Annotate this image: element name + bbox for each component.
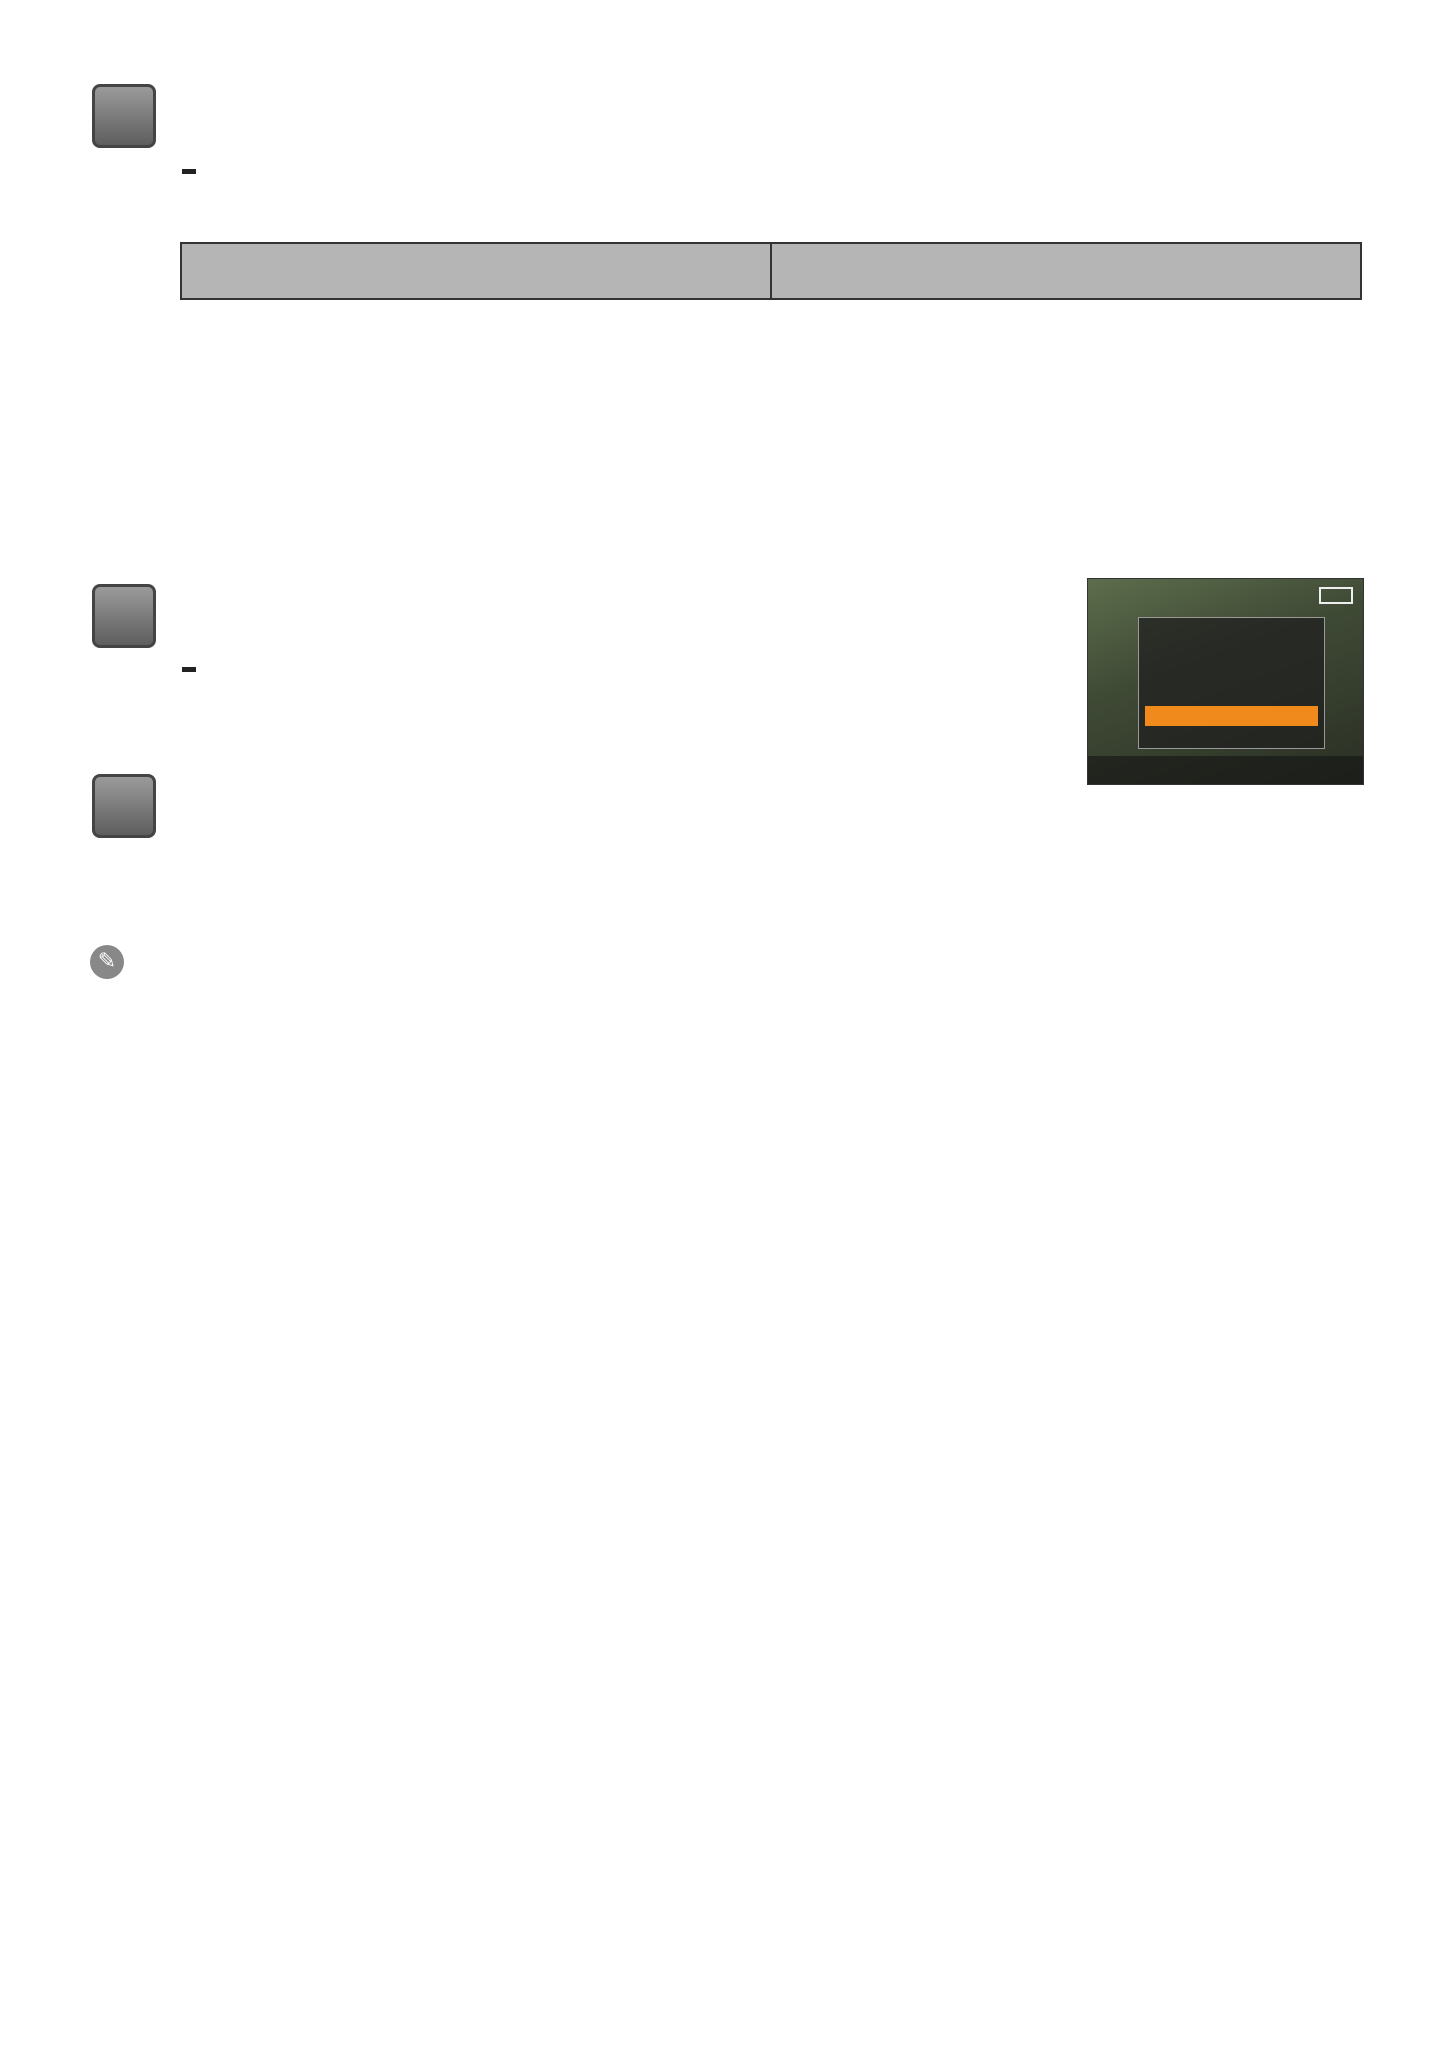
battery-icon [1319, 587, 1353, 604]
size-3m-icon [182, 169, 196, 174]
camera-yes-option [1145, 706, 1318, 726]
pencil-icon: ✎ [90, 945, 124, 979]
table-header-size [771, 243, 1361, 299]
step-7-badge [92, 584, 156, 648]
size-3m-icon [182, 667, 196, 672]
note-heading [90, 940, 130, 980]
camera-bottom-bar [1088, 756, 1363, 784]
table-header-aspect [181, 243, 771, 299]
step-7-bullet [180, 648, 198, 688]
step-6-badge [92, 84, 156, 148]
size-table [180, 242, 1362, 300]
step-8-badge [92, 774, 156, 838]
camera-no-option [1145, 728, 1318, 746]
camera-screen-image [1087, 578, 1364, 785]
camera-dialog [1138, 617, 1325, 749]
step-6-bullet [180, 150, 198, 190]
